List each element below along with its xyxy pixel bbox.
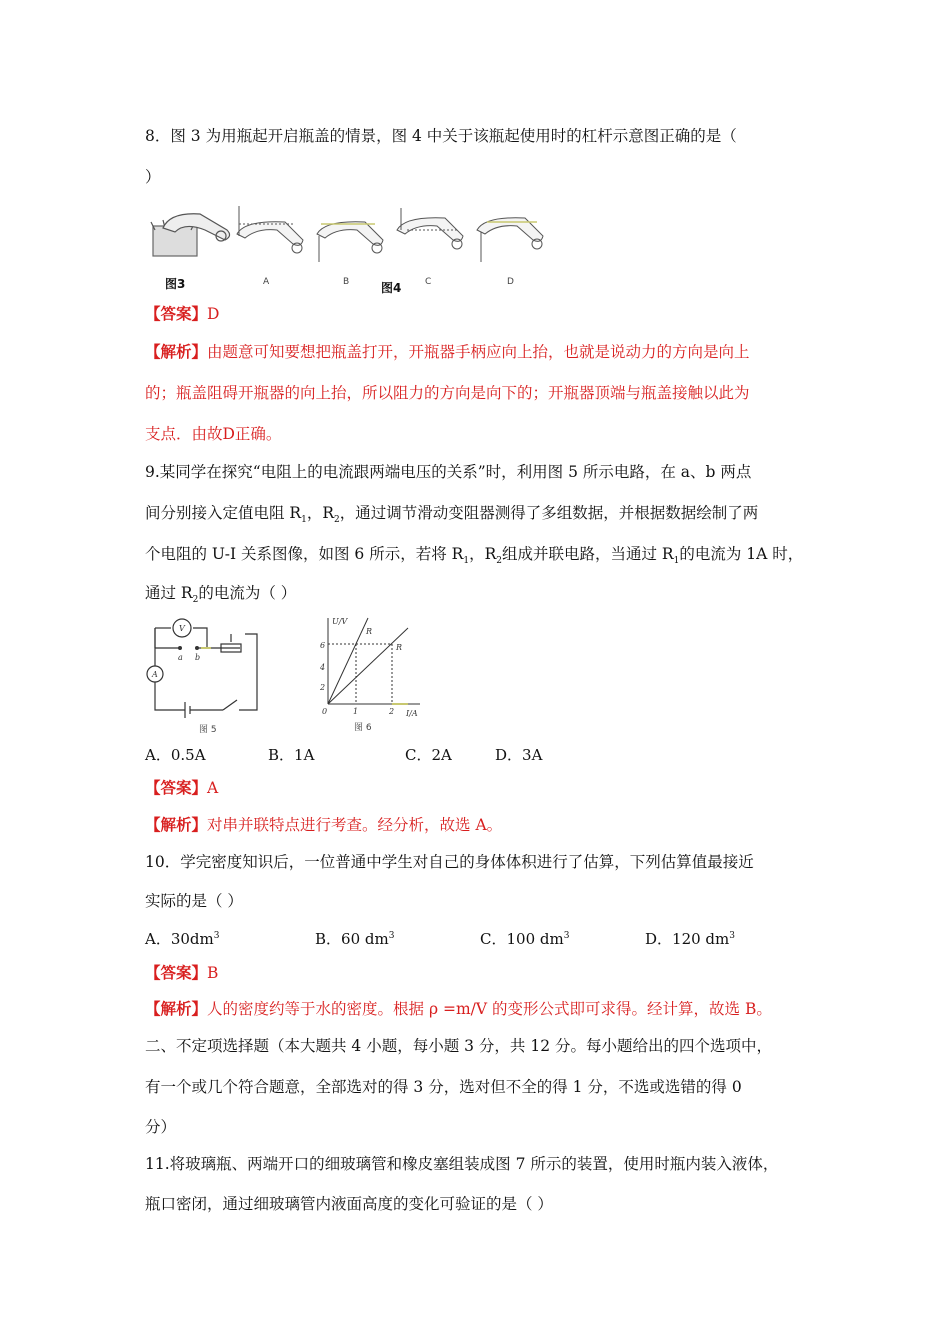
svg-text:R: R	[366, 627, 373, 636]
q9-analysis: 【解析】对串并联特点进行考查。经分析，故选 A。	[145, 815, 503, 834]
svg-text:6: 6	[320, 641, 326, 650]
fig3-photo	[151, 214, 230, 256]
q9-option-d: D．3A	[495, 746, 543, 764]
q9-stem-line4: 通过 $R_2$的电流为（ ）	[145, 584, 297, 606]
svg-text:U/V: U/V	[332, 617, 348, 626]
q10-option-b: B．60 $dm^3$	[315, 930, 395, 948]
q8-stem-line1: 8．图 3 为用瓶起开启瓶盖的情景，图 4 中关于该瓶起使用时的杠杆示意图正确的是（	[145, 127, 737, 145]
svg-text:2: 2	[320, 683, 326, 692]
svg-text:a: a	[178, 653, 183, 662]
q8-analysis-line1: 【解析】由题意可知要想把瓶盖打开，开瓶器手柄应向上抬，也就是说动力的方向是向上	[145, 342, 750, 361]
q8-answer-value: D	[207, 305, 220, 323]
section2-line2: 有一个或几个符合题意，全部选对的得 3 分，选对但不全的得 1 分，不选或选错的得 0	[145, 1078, 742, 1096]
q10-stem-line1: 10．学完密度知识后，一位普通中学生对自己的身体体积进行了估算，下列估算值最接近	[145, 853, 754, 871]
q10-option-a: A．$30dm^3$	[145, 930, 220, 948]
fig5-caption: 图 5	[199, 725, 217, 735]
svg-text:4: 4	[320, 663, 326, 672]
q9-stem-line2: 间分别接入定值电阻 $R_1$，$R_2$，通过调节滑动变阻器测得了多组数据，并根据数据绘制了两	[145, 504, 759, 526]
q11-stem-line1: 11.将玻璃瓶、两端开口的细玻璃管和橡皮塞组装成图 7 所示的装置，使用时瓶内装入液体，	[145, 1155, 779, 1173]
q9-option-b: B．1A	[268, 746, 315, 764]
svg-text:2: 2	[389, 707, 395, 716]
q8-analysis-tag: 【解析】	[145, 342, 208, 361]
fig6-graph	[312, 612, 432, 737]
fig-b	[317, 222, 383, 262]
q9-answer: 【答案】A	[145, 778, 219, 797]
section2-line3: 分）	[145, 1118, 177, 1136]
q9-option-c: C．2A	[405, 746, 452, 764]
fig6-caption: 图 6	[354, 723, 372, 733]
q8-analysis-line3: 支点．由故D正确。	[145, 425, 282, 443]
q8-answer	[145, 303, 219, 325]
svg-text:V: V	[179, 624, 185, 633]
fig-a-letter: A	[263, 277, 270, 287]
svg-text:b: b	[195, 653, 201, 662]
svg-text:A: A	[152, 670, 158, 679]
svg-text:1: 1	[353, 707, 359, 716]
q8-lever-figures	[145, 200, 555, 300]
fig-d	[477, 218, 543, 262]
q10-option-c: C．100 $dm^3$	[480, 930, 570, 948]
svg-text:0: 0	[322, 707, 328, 716]
fig-c	[397, 208, 463, 249]
q11-stem-line2: 瓶口密闭，通过细玻璃管内液面高度的变化可验证的是（ ）	[145, 1195, 553, 1213]
svg-text:I/A: I/A	[406, 709, 418, 718]
fig-c-letter: C	[425, 277, 432, 287]
q10-analysis: 【解析】人的密度约等于水的密度。根据 ρ =m/V 的变形公式即可求得。经计算，故选 B。	[145, 999, 772, 1018]
q8-stem-line2: ）	[145, 168, 161, 186]
fig-a	[237, 206, 303, 253]
fig-b-letter: B	[343, 277, 350, 287]
q10-answer: 【答案】B	[145, 963, 219, 982]
q9-option-a: A．0.5A	[145, 746, 206, 764]
q10-stem-line2: 实际的是（ ）	[145, 892, 243, 910]
fig-d-letter: D	[507, 277, 514, 287]
fig4-label: 图4	[381, 281, 402, 295]
svg-text:R: R	[396, 643, 403, 652]
q10-option-d: D．120 $dm^3$	[645, 930, 735, 948]
q8-analysis-line2: 的；瓶盖阻碍开瓶器的向上抬，所以阻力的方向是向下的；开瓶器顶端与瓶盖接触以此为	[145, 384, 750, 402]
q9-stem-line3: 个电阻的 U-I 关系图像，如图 6 所示，若将 $R_1$，$R_2$组成并联电路，当通过 $R_1$的电流为 1A 时，	[145, 545, 804, 567]
section2-line1: 二、不定项选择题（本大题共 4 小题，每小题 3 分，共 12 分。每小题给出的四个选项中，	[145, 1037, 773, 1055]
fig5-circuit	[145, 614, 270, 739]
q9-stem-line1: 9.某同学在探究“电阻上的电流跟两端电压的关系”时，利用图 5 所示电路，在 a、b 两点	[145, 463, 752, 481]
q8-answer-tag: 【答案】	[145, 304, 208, 323]
fig3-label: 图3	[165, 277, 186, 291]
